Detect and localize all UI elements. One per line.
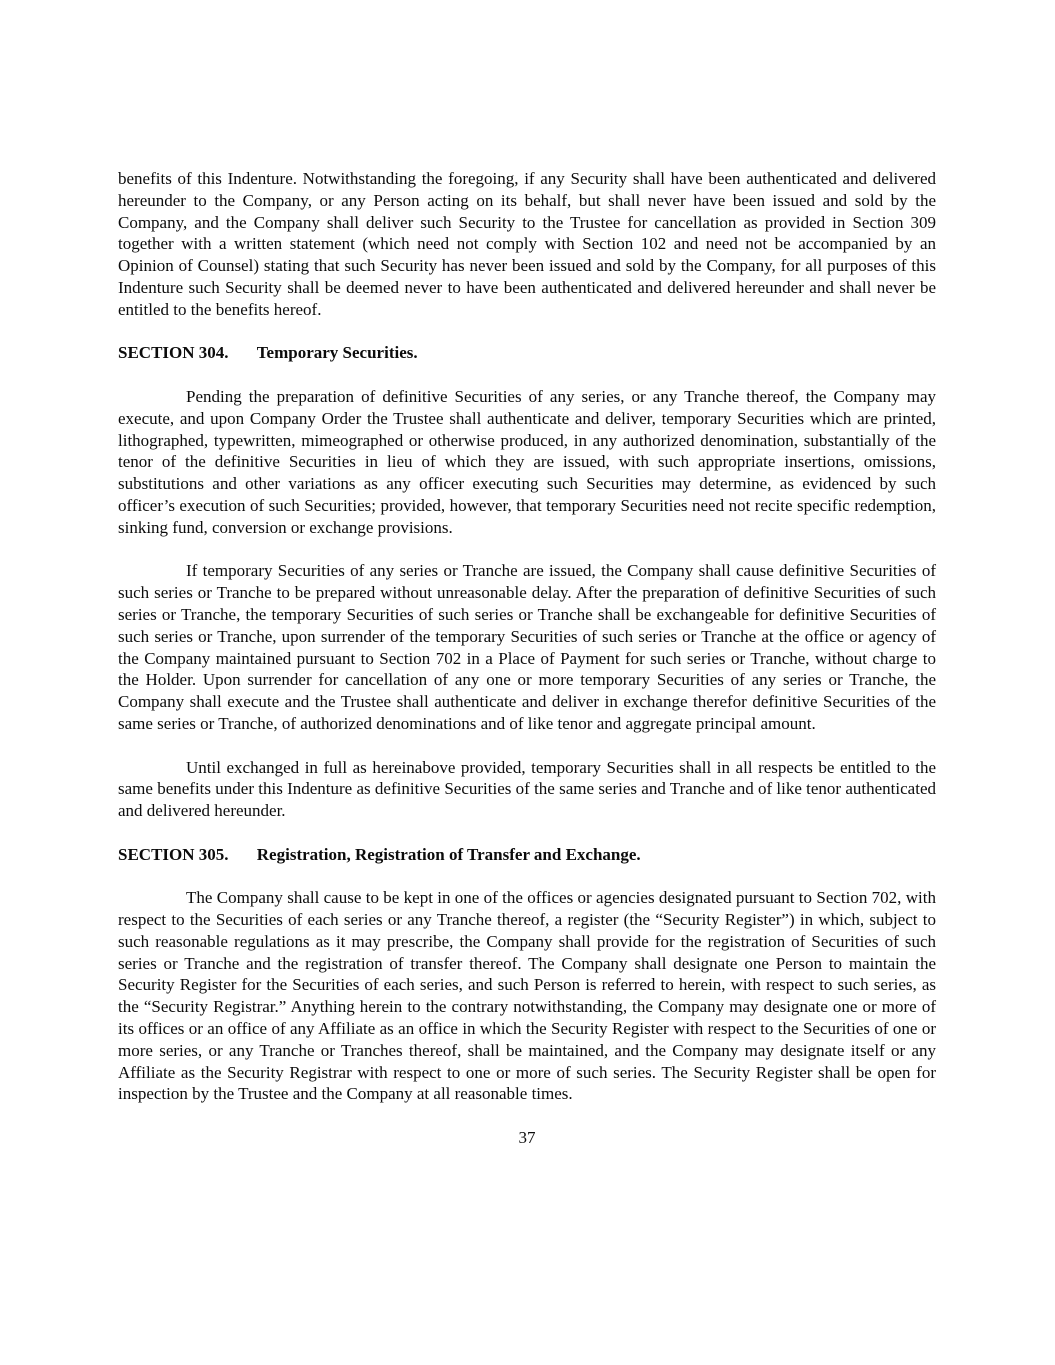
section-304-label: SECTION 304. xyxy=(118,343,229,363)
paragraph-pending-preparation: Pending the preparation of definitive Securities of any series, or any Tranche thereof, the Company may execute, and upon Company Order the Trustee shall authenticate and deliver, temporary Securities which are printed, lithographed, typewritten, mimeographed or otherwise produced, in any authorized denomination, substantially of the tenor of the definitive Securities in lieu of which they are issued, with such appropriate insertions, omissions, substitutions and other variations as any officer executing such Securities may determine, as evidenced by such officer’s execution of such Securities; provided, however, that temporary Securities need not recite specific redemption, sinking fund, conversion or exchange provisions. xyxy=(118,386,936,537)
page-number: 37 xyxy=(518,1128,536,1148)
section-304-title: Temporary Securities. xyxy=(256,343,418,363)
paragraph-benefits-continuation: benefits of this Indenture. Notwithstanding the foregoing, if any Security shall have been authenticated and delivered hereunder to the Company, or any Person acting on its behalf, but shall never have been issued and sold by the Company, and the Company shall deliver such Security to the Trustee for cancellation as provided in Section 309 together with a written statement (which need not comply with Section 102 and need not be accompanied by an Opinion of Counsel) stating that such Security has never been issued and sold by the Company, for all purposes of this Indenture such Security shall be deemed never to have been authenticated and delivered hereunder and shall never be entitled to the benefits hereof. xyxy=(118,169,936,319)
paragraph-until-exchanged: Until exchanged in full as hereinabove provided, temporary Securities shall in all respects be entitled to the same benefits under this Indenture as definitive Securities of the same series and Tranche and of like tenor authenticated and delivered hereunder. xyxy=(118,757,936,821)
section-305-title: Registration, Registration of Transfer and Exchange. xyxy=(256,844,641,864)
section-305-label: SECTION 305. xyxy=(118,844,229,864)
section-305-heading xyxy=(118,844,936,866)
section-304-heading xyxy=(118,342,936,364)
paragraph-security-register: The Company shall cause to be kept in one of the offices or agencies designated pursuant to Section 702, with respect to the Securities of each series or any Tranche thereof, a register (the “Security Register”) in which, subject to such reasonable regulations as it may prescribe, the Company shall provide for the registration of Securities of such series or Tranche and the registration of transfer thereof. The Company shall designate one Person to maintain the Security Register for the Securities of each series, and such Person is referred to herein, with respect to such series, as the “Security Registrar.” Anything herein to the contrary notwithstanding, the Company may designate one or more of its offices or an office of any Affiliate as an office in which the Security Register with respect to the Securities of one or more series, or any Tranche or Tranches thereof, shall be maintained, and the Company may designate itself or any Affiliate as the Security Registrar with respect to one or more of such series. The Security Register shall be open for inspection by the Trustee and the Company at all reasonable times. xyxy=(118,888,936,1104)
paragraph-if-temporary-securities: If temporary Securities of any series or Tranche are issued, the Company shall cause definitive Securities of such series or Tranche to be prepared without unreasonable delay. After the preparation of definitive Securities of such series or Tranche, the temporary Securities of such series or Tranche shall be exchangeable for definitive Securities of such series or Tranche, upon surrender of the temporary Securities of such series or Tranche at the office or agency of the Company maintained pursuant to Section 702 in a Place of Payment for such series or Tranche, without charge to the Holder. Upon surrender for cancellation of any one or more temporary Securities of any series or Tranche, the Company shall execute and the Trustee shall authenticate and deliver in exchange therefor definitive Securities of the same series or Tranche, of authorized denominations and of like tenor and aggregate principal amount. xyxy=(118,561,936,733)
